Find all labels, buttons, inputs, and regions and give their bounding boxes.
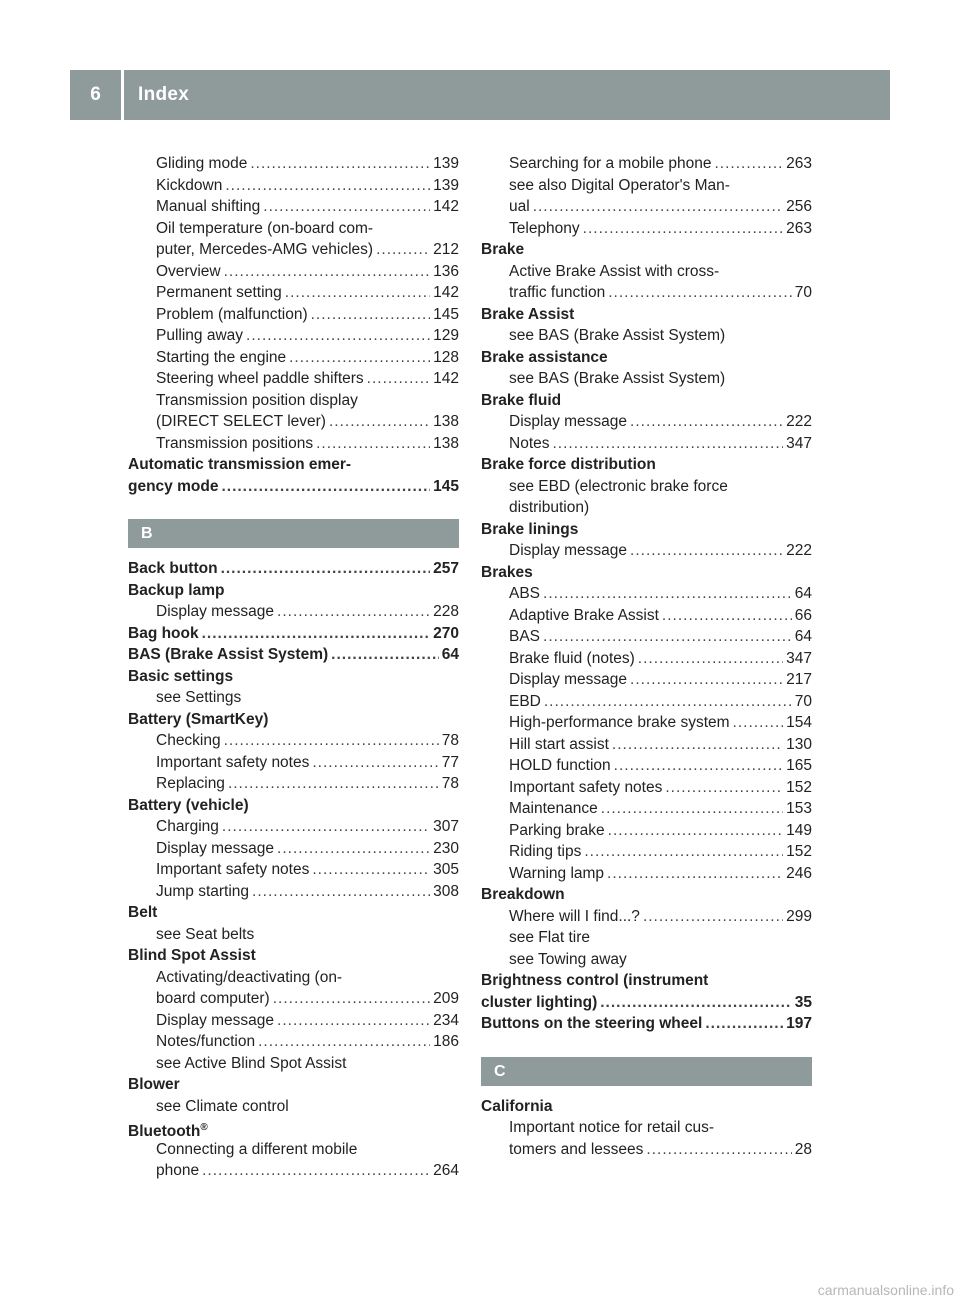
index-heading bbox=[481, 519, 812, 541]
page-reference[interactable]: 246 bbox=[786, 864, 812, 882]
index-subentry bbox=[128, 368, 459, 390]
index-subentry bbox=[128, 601, 459, 623]
leader-dots bbox=[638, 648, 783, 670]
entry-text: gency mode bbox=[128, 477, 219, 495]
entry-text: Kickdown bbox=[156, 176, 223, 194]
section-letter-b: B bbox=[128, 519, 459, 548]
entry-text: Display message bbox=[509, 542, 628, 559]
section-spacer bbox=[481, 1035, 812, 1057]
leader-dots bbox=[202, 1160, 430, 1182]
leader-dots bbox=[289, 347, 430, 369]
entry-text: Brake fluid bbox=[481, 391, 562, 409]
leader-dots bbox=[221, 558, 431, 580]
entry-text: Pulling away bbox=[156, 327, 244, 344]
entry-text: Active Brake Assist with cross- bbox=[509, 262, 720, 280]
page-reference[interactable]: 145 bbox=[433, 477, 459, 495]
index-subentry bbox=[481, 949, 812, 971]
entry-text: Belt bbox=[128, 904, 158, 921]
entry-text: Display message bbox=[156, 1011, 275, 1029]
leader-dots bbox=[601, 798, 783, 820]
leader-dots bbox=[662, 605, 792, 627]
index-subentry bbox=[481, 433, 812, 455]
index-heading bbox=[128, 1074, 459, 1096]
entry-text: Starting the engine bbox=[156, 348, 287, 366]
entry-text: Permanent setting bbox=[156, 284, 282, 301]
section-letter-c: C bbox=[481, 1057, 812, 1086]
page-reference[interactable]: 139 bbox=[433, 176, 459, 194]
index-heading bbox=[128, 1117, 459, 1139]
index-heading bbox=[481, 884, 812, 906]
index-subentry bbox=[128, 304, 459, 326]
entry-text: California bbox=[481, 1097, 553, 1115]
index-column-right bbox=[481, 153, 812, 1160]
page-reference[interactable]: 70 bbox=[794, 692, 812, 710]
leader-dots bbox=[224, 730, 439, 752]
index-heading bbox=[128, 558, 459, 580]
entry-text: phone bbox=[156, 1162, 200, 1179]
page-reference[interactable]: 230 bbox=[433, 839, 459, 857]
leader-dots bbox=[329, 411, 430, 433]
index-subentry bbox=[128, 390, 459, 412]
index-column-left bbox=[128, 153, 459, 1182]
entry-text: BAS bbox=[509, 628, 541, 645]
entry-text: Gliding mode bbox=[156, 155, 248, 172]
index-subentry bbox=[481, 175, 812, 197]
leader-dots bbox=[277, 601, 430, 623]
index-subentry bbox=[128, 752, 459, 774]
index-heading bbox=[128, 580, 459, 602]
leader-dots bbox=[228, 773, 439, 795]
index-subentry bbox=[128, 411, 459, 433]
page-reference[interactable]: 66 bbox=[794, 606, 812, 624]
index-heading bbox=[128, 623, 459, 645]
entry-text: BAS (Brake Assist System) bbox=[128, 646, 329, 663]
index-subentry bbox=[128, 773, 459, 795]
index-subentry bbox=[128, 239, 459, 261]
leader-dots bbox=[311, 304, 431, 326]
index-subentry bbox=[481, 1117, 812, 1139]
index-heading bbox=[481, 390, 812, 412]
index-subentry bbox=[128, 1010, 459, 1032]
page-reference[interactable]: 129 bbox=[433, 327, 459, 344]
page-reference[interactable]: 263 bbox=[786, 155, 812, 172]
leader-dots bbox=[646, 1139, 791, 1161]
index-heading bbox=[481, 1096, 812, 1118]
leader-dots bbox=[600, 992, 792, 1014]
entry-text: distribution) bbox=[509, 499, 590, 516]
page-reference[interactable]: 138 bbox=[433, 413, 459, 430]
page-reference[interactable]: 78 bbox=[441, 732, 459, 749]
leader-dots bbox=[733, 712, 784, 734]
page-reference[interactable]: 264 bbox=[433, 1162, 459, 1179]
leader-dots bbox=[607, 863, 783, 885]
leader-dots bbox=[252, 881, 430, 903]
entry-text: Checking bbox=[156, 732, 221, 749]
page-reference[interactable]: 263 bbox=[786, 219, 812, 237]
index-subentry bbox=[481, 196, 812, 218]
entry-text: Searching for a mobile phone bbox=[509, 155, 712, 172]
page-reference[interactable]: 28 bbox=[794, 1140, 812, 1158]
index-heading bbox=[128, 644, 459, 666]
entry-text: see Flat tire bbox=[509, 929, 590, 946]
entry-text: Replacing bbox=[156, 775, 225, 792]
entry-text: Buttons on the steering wheel bbox=[481, 1015, 703, 1032]
entry-text: Jump starting bbox=[156, 882, 250, 900]
leader-dots bbox=[225, 175, 430, 197]
page-reference[interactable]: 142 bbox=[433, 198, 459, 215]
page-reference[interactable]: 186 bbox=[433, 1033, 459, 1050]
leader-dots bbox=[312, 752, 438, 774]
entry-text: board computer) bbox=[156, 990, 270, 1007]
leader-dots bbox=[533, 196, 783, 218]
leader-dots bbox=[553, 433, 784, 455]
entry-text: HOLD function bbox=[509, 757, 611, 774]
page-reference[interactable]: 307 bbox=[433, 818, 459, 835]
page-reference[interactable]: 152 bbox=[786, 778, 812, 796]
leader-dots bbox=[285, 282, 430, 304]
entry-text: Brakes bbox=[481, 563, 533, 581]
page-reference[interactable]: 347 bbox=[786, 434, 812, 452]
page-reference[interactable]: 138 bbox=[433, 434, 459, 452]
leader-dots bbox=[263, 196, 430, 218]
entry-text: Battery (SmartKey) bbox=[128, 710, 269, 728]
entry-text: ABS bbox=[509, 585, 541, 602]
index-subentry bbox=[128, 1139, 459, 1161]
index-subentry bbox=[128, 153, 459, 175]
index-subentry bbox=[128, 967, 459, 989]
leader-dots bbox=[376, 239, 430, 261]
entry-text: Adaptive Brake Assist bbox=[509, 606, 659, 624]
index-subentry bbox=[128, 1096, 459, 1118]
entry-text: cluster lighting) bbox=[481, 993, 598, 1011]
entry-text: see also Digital Operator's Man- bbox=[509, 176, 730, 194]
index-heading bbox=[481, 992, 812, 1014]
page-reference[interactable]: 139 bbox=[433, 155, 459, 172]
entry-text: Display message bbox=[156, 603, 275, 620]
page-title: Index bbox=[138, 84, 190, 105]
page-reference[interactable]: 128 bbox=[433, 348, 459, 366]
entry-text: Oil temperature (on-board com- bbox=[156, 219, 374, 237]
entry-text: Back button bbox=[128, 560, 218, 577]
index-heading bbox=[128, 454, 459, 476]
page-reference[interactable]: 209 bbox=[433, 990, 459, 1007]
index-subentry bbox=[481, 906, 812, 928]
page-reference[interactable]: 270 bbox=[433, 624, 459, 642]
entry-text: Bluetooth® bbox=[128, 1122, 208, 1139]
page-reference[interactable]: 212 bbox=[433, 241, 459, 258]
entry-text: Steering wheel paddle shifters bbox=[156, 370, 364, 387]
index-subentry bbox=[128, 838, 459, 860]
entry-text: Breakdown bbox=[481, 886, 565, 903]
index-subentry bbox=[128, 282, 459, 304]
index-subentry bbox=[481, 476, 812, 498]
index-subentry bbox=[128, 1031, 459, 1053]
index-subentry bbox=[128, 1053, 459, 1075]
leader-dots bbox=[246, 325, 430, 347]
page-reference[interactable]: 347 bbox=[786, 649, 812, 667]
entry-text: Transmission position display bbox=[156, 391, 358, 409]
entry-text: Display message bbox=[156, 839, 275, 857]
entry-text: see Climate control bbox=[156, 1097, 289, 1115]
entry-text: see Towing away bbox=[509, 950, 627, 968]
entry-text: Brake linings bbox=[481, 520, 579, 538]
page-reference[interactable]: 78 bbox=[441, 775, 459, 792]
index-subentry bbox=[128, 687, 459, 709]
entry-text: Basic settings bbox=[128, 667, 234, 685]
page-reference[interactable]: 153 bbox=[786, 800, 812, 817]
entry-text: High-performance brake system bbox=[509, 714, 730, 731]
entry-text: Parking brake bbox=[509, 821, 605, 839]
entry-text: see EBD (electronic brake force bbox=[509, 477, 728, 495]
page-reference[interactable]: 197 bbox=[786, 1015, 812, 1032]
leader-dots bbox=[630, 540, 783, 562]
index-subentry bbox=[481, 411, 812, 433]
entry-text: Blower bbox=[128, 1076, 180, 1093]
page-reference[interactable]: 145 bbox=[433, 305, 459, 323]
entry-text: Important safety notes bbox=[156, 861, 310, 878]
entry-text: tomers and lessees bbox=[509, 1140, 644, 1158]
index-heading bbox=[481, 454, 812, 476]
entry-text: EBD bbox=[509, 692, 541, 710]
index-subentry bbox=[481, 626, 812, 648]
page-reference[interactable]: 77 bbox=[441, 753, 459, 771]
page-reference[interactable]: 165 bbox=[786, 757, 812, 774]
entry-text: Hill start assist bbox=[509, 735, 609, 753]
page-reference[interactable]: 234 bbox=[433, 1011, 459, 1029]
entry-text: Important safety notes bbox=[509, 778, 663, 796]
page-reference[interactable]: 136 bbox=[433, 262, 459, 280]
page-reference[interactable]: 130 bbox=[786, 735, 812, 753]
index-subentry bbox=[128, 730, 459, 752]
leader-dots bbox=[277, 1010, 430, 1032]
entry-text: Bag hook bbox=[128, 624, 199, 642]
index-subentry bbox=[128, 988, 459, 1010]
index-subentry bbox=[481, 841, 812, 863]
entry-text: Overview bbox=[156, 262, 221, 280]
leader-dots bbox=[608, 820, 783, 842]
leader-dots bbox=[584, 841, 783, 863]
index-subentry bbox=[481, 691, 812, 713]
entry-text: Manual shifting bbox=[156, 198, 261, 215]
entry-text: (DIRECT SELECT lever) bbox=[156, 413, 326, 430]
entry-text: Brake fluid (notes) bbox=[509, 649, 635, 667]
leader-dots bbox=[543, 583, 792, 605]
entry-text: Display message bbox=[509, 671, 628, 688]
entry-text: Brake bbox=[481, 241, 525, 258]
page-reference[interactable]: 222 bbox=[786, 542, 812, 559]
entry-text: Where will I find...? bbox=[509, 907, 640, 925]
leader-dots bbox=[544, 691, 792, 713]
page-reference[interactable]: 142 bbox=[433, 370, 459, 387]
index-subentry bbox=[128, 859, 459, 881]
entry-text: Charging bbox=[156, 818, 219, 835]
index-subentry bbox=[481, 712, 812, 734]
leader-dots bbox=[643, 906, 783, 928]
leader-dots bbox=[331, 644, 439, 666]
index-subentry bbox=[481, 282, 812, 304]
index-subentry bbox=[128, 924, 459, 946]
leader-dots bbox=[316, 433, 430, 455]
leader-dots bbox=[202, 623, 431, 645]
index-heading bbox=[481, 1013, 812, 1035]
entry-text: traffic function bbox=[509, 284, 606, 301]
leader-dots bbox=[630, 411, 783, 433]
index-subentry bbox=[481, 325, 812, 347]
leader-dots bbox=[224, 261, 431, 283]
index-subentry bbox=[481, 755, 812, 777]
index-subentry bbox=[481, 368, 812, 390]
page-reference[interactable]: 149 bbox=[786, 821, 812, 839]
page-reference[interactable]: 64 bbox=[441, 646, 459, 663]
leader-dots bbox=[222, 816, 430, 838]
leader-dots bbox=[614, 755, 783, 777]
leader-dots bbox=[715, 153, 784, 175]
entry-text: see Seat belts bbox=[156, 925, 255, 943]
entry-text: Backup lamp bbox=[128, 581, 225, 599]
entry-text: Maintenance bbox=[509, 800, 598, 817]
entry-text: Telephony bbox=[509, 219, 580, 237]
entry-text: Activating/deactivating (on- bbox=[156, 968, 343, 986]
entry-text: Brake assistance bbox=[481, 348, 608, 366]
page-reference[interactable]: 217 bbox=[786, 671, 812, 688]
index-subentry bbox=[128, 347, 459, 369]
entry-text: Notes bbox=[509, 434, 550, 452]
leader-dots bbox=[258, 1031, 430, 1053]
index-heading bbox=[128, 795, 459, 817]
leader-dots bbox=[665, 777, 783, 799]
index-heading bbox=[128, 709, 459, 731]
index-subentry bbox=[481, 927, 812, 949]
entry-text: see BAS (Brake Assist System) bbox=[509, 370, 726, 387]
index-subentry bbox=[128, 881, 459, 903]
entry-text: Brake Assist bbox=[481, 305, 575, 323]
entry-text: Brake force distribution bbox=[481, 456, 656, 473]
entry-text: Warning lamp bbox=[509, 864, 605, 882]
page-reference[interactable]: 154 bbox=[786, 714, 812, 731]
leader-dots bbox=[630, 669, 783, 691]
index-subentry bbox=[481, 863, 812, 885]
page-number: 6 bbox=[70, 70, 124, 120]
index-heading bbox=[481, 970, 812, 992]
index-subentry bbox=[128, 325, 459, 347]
entry-text: Connecting a different mobile bbox=[156, 1140, 358, 1158]
entry-text: see Settings bbox=[156, 689, 242, 706]
index-subentry bbox=[481, 605, 812, 627]
index-subentry bbox=[481, 497, 812, 519]
entry-text: Brightness control (instrument bbox=[481, 972, 709, 989]
page-reference[interactable]: 256 bbox=[786, 198, 812, 215]
page-reference[interactable]: 64 bbox=[794, 585, 812, 602]
index-subentry bbox=[481, 1139, 812, 1161]
entry-text: see Active Blind Spot Assist bbox=[156, 1054, 347, 1072]
leader-dots bbox=[543, 626, 792, 648]
index-subentry bbox=[481, 540, 812, 562]
entry-text: Problem (malfunction) bbox=[156, 305, 308, 323]
leader-dots bbox=[221, 476, 430, 498]
page-reference[interactable]: 64 bbox=[794, 628, 812, 645]
page-reference[interactable]: 299 bbox=[786, 907, 812, 925]
index-subentry bbox=[481, 669, 812, 691]
entry-text: Riding tips bbox=[509, 843, 582, 860]
index-heading bbox=[128, 902, 459, 924]
leader-dots bbox=[612, 734, 783, 756]
index-heading bbox=[128, 945, 459, 967]
entry-text: Notes/function bbox=[156, 1033, 256, 1050]
index-subentry bbox=[481, 583, 812, 605]
index-heading bbox=[481, 239, 812, 261]
index-heading bbox=[481, 347, 812, 369]
leader-dots bbox=[250, 153, 430, 175]
page-reference[interactable]: 70 bbox=[794, 284, 812, 301]
index-subentry bbox=[481, 648, 812, 670]
index-subentry bbox=[128, 261, 459, 283]
index-heading bbox=[128, 476, 459, 498]
leader-dots bbox=[367, 368, 430, 390]
page-header bbox=[70, 70, 890, 120]
index-subentry bbox=[481, 218, 812, 240]
index-subentry bbox=[481, 777, 812, 799]
index-heading bbox=[481, 562, 812, 584]
page-reference[interactable]: 222 bbox=[786, 413, 812, 430]
index-subentry bbox=[128, 175, 459, 197]
index-subentry bbox=[128, 1160, 459, 1182]
index-subentry bbox=[128, 433, 459, 455]
entry-text: Transmission positions bbox=[156, 434, 314, 452]
leader-dots bbox=[312, 859, 430, 881]
index-subentry bbox=[128, 218, 459, 240]
watermark: carmanualsonline.info bbox=[817, 1282, 954, 1298]
entry-text: see BAS (Brake Assist System) bbox=[509, 327, 726, 344]
page-reference[interactable]: 305 bbox=[433, 861, 459, 878]
entry-text: ual bbox=[509, 198, 530, 215]
page-reference[interactable]: 308 bbox=[433, 882, 459, 900]
section-spacer bbox=[128, 497, 459, 519]
entry-text: puter, Mercedes-AMG vehicles) bbox=[156, 241, 374, 258]
page-reference[interactable]: 228 bbox=[433, 603, 459, 620]
index-subentry bbox=[128, 816, 459, 838]
page-reference[interactable]: 257 bbox=[433, 560, 459, 577]
leader-dots bbox=[608, 282, 792, 304]
page-reference[interactable]: 142 bbox=[433, 284, 459, 301]
index-heading bbox=[481, 304, 812, 326]
leader-dots bbox=[277, 838, 430, 860]
entry-text: Blind Spot Assist bbox=[128, 947, 256, 964]
index-subentry bbox=[481, 261, 812, 283]
index-subentry bbox=[481, 798, 812, 820]
entry-text: Automatic transmission emer- bbox=[128, 456, 352, 473]
leader-dots bbox=[273, 988, 430, 1010]
leader-dots bbox=[583, 218, 783, 240]
index-subentry bbox=[481, 153, 812, 175]
leader-dots bbox=[705, 1013, 783, 1035]
entry-text: Important notice for retail cus- bbox=[509, 1119, 715, 1136]
entry-text: Battery (vehicle) bbox=[128, 796, 249, 814]
entry-text: Important safety notes bbox=[156, 753, 310, 771]
page-reference[interactable]: 152 bbox=[786, 843, 812, 860]
page-reference[interactable]: 35 bbox=[794, 993, 812, 1011]
index-subentry bbox=[128, 196, 459, 218]
index-subentry bbox=[481, 820, 812, 842]
entry-text: Display message bbox=[509, 413, 628, 430]
index-subentry bbox=[481, 734, 812, 756]
index-heading bbox=[128, 666, 459, 688]
